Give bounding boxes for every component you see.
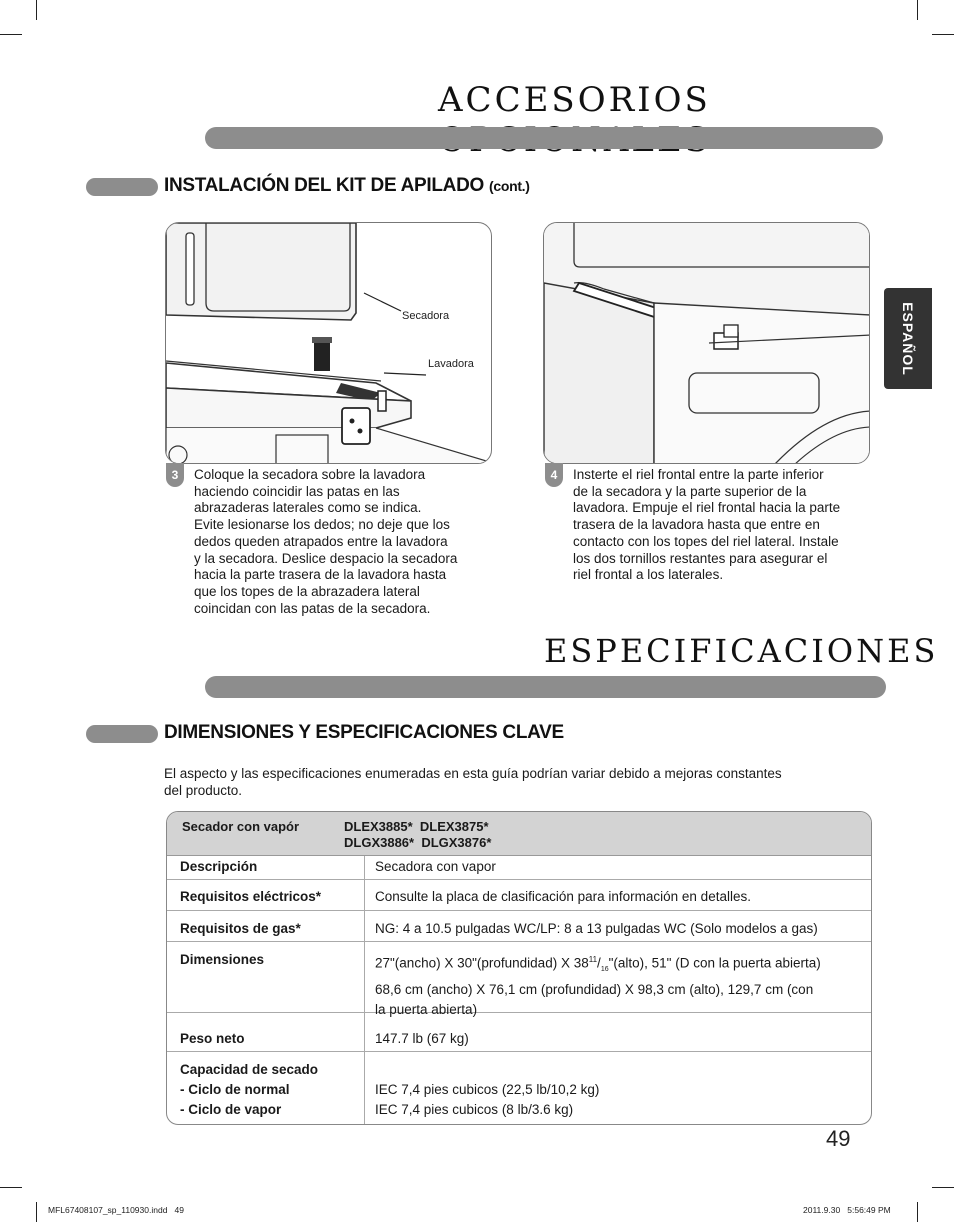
capacity-label: Capacidad de secado [180, 1062, 319, 1077]
step-number-3: 3 [166, 463, 184, 487]
step-4-line: lavadora. Empuje el riel frontal hacia la parte [573, 500, 841, 516]
figure-step-4 [543, 222, 870, 464]
section-pill [86, 725, 158, 743]
step-4-line: riel frontal a los laterales. [573, 567, 724, 583]
callout-lavadora: Lavadora [428, 358, 474, 370]
specs-title: ESPECIFICACIONES [544, 632, 939, 670]
section-heading-2: DIMENSIONES Y ESPECIFICACIONES CLAVE [164, 722, 564, 743]
model-line: DLGX3886* DLGX3876* [344, 835, 492, 850]
model-line: DLEX3885* DLEX3875* [344, 819, 489, 834]
row-label: Requisitos de gas* [180, 921, 301, 936]
fraction-denominator: 16 [600, 966, 609, 974]
footer-right: 2011.9.30 5:56:49 PM [803, 1205, 891, 1215]
step-3-text [194, 467, 494, 617]
crop-mark [917, 0, 918, 20]
step-3-line: Evite lesionarse los dedos; no deje que los [194, 517, 450, 533]
row-value [375, 950, 865, 1020]
capacity-sub-label: - Ciclo de vapor [180, 1102, 282, 1117]
capacity-value: IEC 7,4 pies cubicos (8 lb/3.6 kg) [375, 1102, 574, 1117]
language-tab-label: ESPAÑOL [900, 301, 916, 376]
section-heading-suffix: (cont.) [488, 178, 530, 194]
spec-table [166, 811, 872, 1125]
intro-line: El aspecto y las especificaciones enumeradas en esta guía podrían variar debido a mejoras constantes [164, 766, 782, 781]
dimension-text: 27"(ancho) X 30"(profundidad) X 38 [375, 955, 589, 971]
step-3-line: coincidan con las patas de la secadora. [194, 600, 431, 616]
crop-mark [36, 0, 37, 20]
spec-table-header [167, 812, 871, 856]
step-3-line: que los topes de la abrazadera lateral [194, 583, 420, 599]
step-4-line: contacto con los topes del riel lateral. Instale [573, 533, 839, 549]
stacking-illustration-4 [544, 223, 870, 464]
spec-header-models [344, 819, 491, 851]
row-value: 147.7 lb (67 kg) [375, 1031, 469, 1046]
step-number-4: 4 [545, 463, 563, 487]
dimension-line: 68,6 cm (ancho) X 76,1 cm (profundidad) X 98,3 cm (alto), 129,7 cm (con [375, 982, 814, 998]
callout-secadora: Secadora [402, 310, 450, 322]
step-3-line: abrazaderas laterales como se indica. [194, 500, 422, 516]
page-number: 49 [826, 1126, 851, 1151]
table-row [167, 856, 871, 880]
stacking-illustration-3 [166, 223, 492, 464]
step-3-line: y la secadora. Deslice despacio la secadora [194, 550, 458, 566]
title-bar [205, 127, 883, 149]
figure-step-3 [165, 222, 492, 464]
table-row [167, 1013, 871, 1052]
crop-mark [932, 34, 954, 35]
section-heading [164, 175, 530, 197]
dimension-line: 27"(ancho) X 30"(profundidad) X $38^{11}/_{16}"(alto)$, 51" (D con la puerta abierta) [375, 955, 821, 974]
intro-text [164, 766, 854, 799]
step-4-line: trasera de la lavadora hasta que entre en [573, 517, 820, 533]
intro-line: del producto. [164, 782, 243, 798]
row-label: Requisitos eléctricos* [180, 889, 322, 904]
step-4-line: de la secadora y la parte superior de la [573, 483, 807, 499]
step-3-line: haciendo coincidir las patas en las [194, 483, 400, 499]
crop-mark [917, 1202, 918, 1222]
step-4-line: Insterte el riel frontal entre la parte inferior [573, 467, 824, 482]
row-value: NG: 4 a 10.5 pulgadas WC/LP: 8 a 13 pulgadas WC (Solo modelos a gas) [375, 921, 818, 936]
section-heading-text: INSTALACIÓN DEL KIT DE APILADO [164, 175, 484, 196]
row-label: Descripción [180, 859, 258, 874]
section-pill [86, 178, 158, 196]
capacity-sub-label: - Ciclo de normal [180, 1082, 290, 1097]
table-row [167, 911, 871, 942]
capacity-value: IEC 7,4 pies cubicos (22,5 lb/10,2 kg) [375, 1082, 600, 1097]
step-4-text [573, 467, 873, 584]
fraction-numerator: 11 [588, 955, 598, 964]
crop-mark [932, 1187, 954, 1188]
table-row [167, 1052, 871, 1125]
row-value: Secadora con vapor [375, 859, 496, 874]
row-value: Consulte la placa de clasificación para información en detalles. [375, 889, 751, 904]
row-value [375, 1080, 865, 1120]
footer-left: MFL67408107_sp_110930.indd 49 [48, 1205, 184, 1215]
step-3-line: Coloque la secadora sobre la lavadora [194, 467, 426, 482]
step-3-line: hacia la parte trasera de la lavadora hasta [194, 567, 447, 583]
dimension-text: "(alto), 51" (D con la puerta abierta) [608, 955, 821, 971]
table-row [167, 942, 871, 1018]
row-label: Peso neto [180, 1031, 245, 1046]
row-label [180, 1060, 318, 1120]
spec-header-label: Secador con vapór [182, 819, 300, 834]
step-4-line: los dos tornillos restantes para asegurar el [573, 550, 828, 566]
table-row [167, 880, 871, 911]
crop-mark [0, 1187, 22, 1188]
language-tab [884, 288, 932, 389]
dimension-line: la puerta abierta) [375, 1002, 478, 1018]
specs-title-bar [205, 676, 886, 698]
crop-mark [36, 1202, 37, 1222]
crop-mark [0, 34, 22, 35]
page-title: ACCESORIOS [438, 80, 711, 120]
row-label: Dimensiones [180, 952, 265, 967]
step-3-line: dedos queden atrapados entre la lavadora [194, 533, 448, 549]
